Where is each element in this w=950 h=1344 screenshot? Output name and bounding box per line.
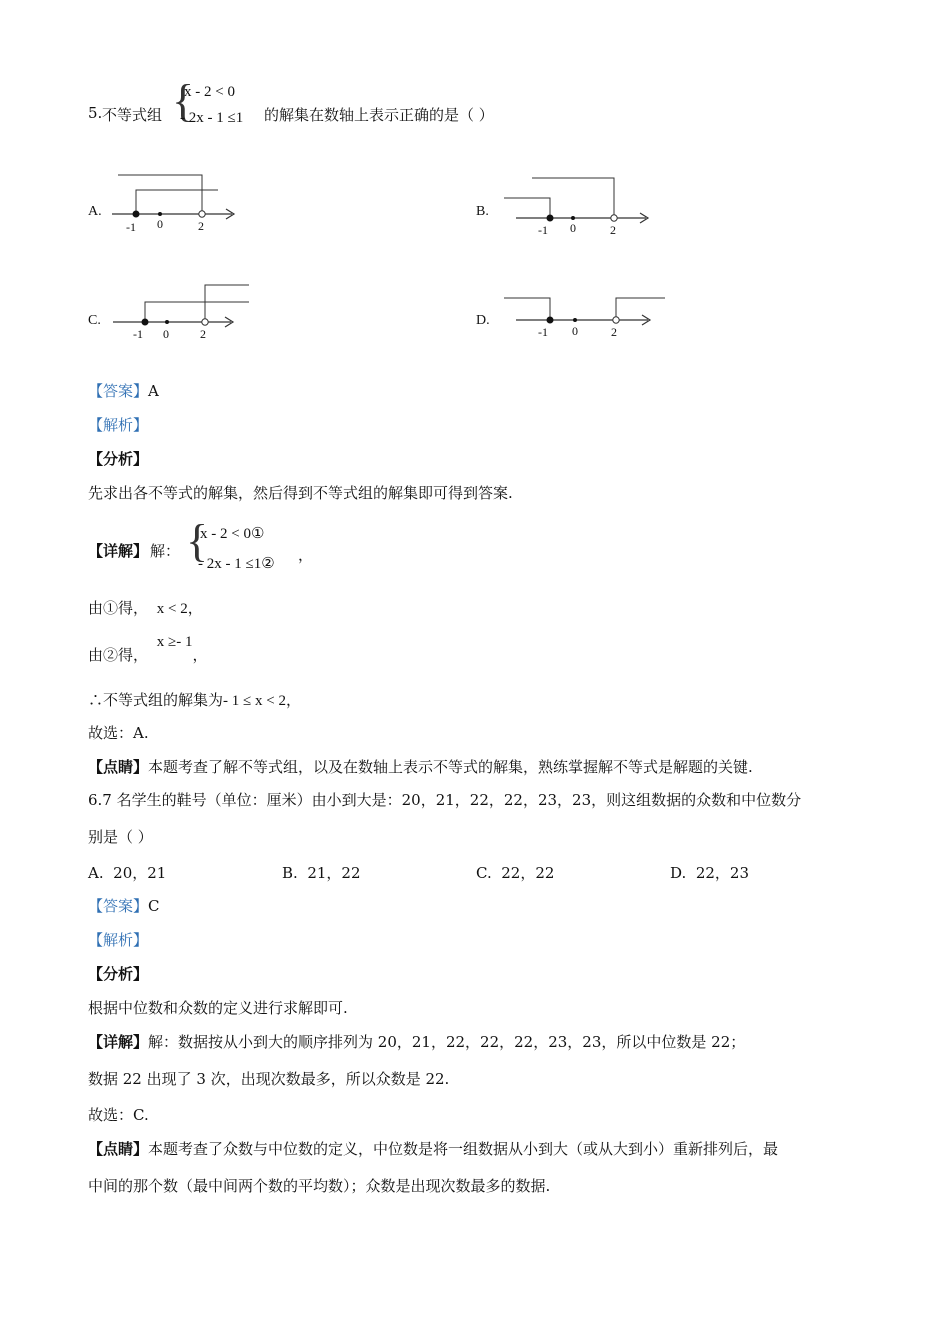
option-text: 22，22 <box>501 864 555 882</box>
q5-suffix: 的解集在数轴上表示正确的是（ ） <box>264 106 494 124</box>
q5-stem <box>88 75 888 140</box>
q6-stem-line1: 6.7 名学生的鞋号（单位：厘米）由小到大是：20，21，22，22，23，23，则这组数据的众数和中位数分 <box>88 791 802 809</box>
q5-choose: 故选：A. <box>88 724 149 742</box>
q6-option-a[interactable] <box>88 862 166 883</box>
q6-detail-line2: 数据 22 出现了 3 次，出现次数最多，所以众数是 22. <box>88 1070 450 1088</box>
q5-answer <box>88 380 159 402</box>
tick-label: 0 <box>570 221 576 235</box>
detail-intro: 解： <box>150 542 181 560</box>
q5-option-c-label[interactable]: C. <box>88 313 101 328</box>
brace-symbol: { <box>172 75 195 126</box>
brace-symbol: { <box>186 515 209 566</box>
step2-math: x ≥- 1 <box>156 634 193 650</box>
tick-label: 0 <box>572 324 578 338</box>
tick-label: -1 <box>133 327 143 341</box>
q5-system-line2: - 2x - 1 ≤1 <box>180 110 244 126</box>
detail-comma: ， <box>298 546 314 564</box>
answer-tag: 【答案】 <box>88 382 149 400</box>
q6-option-d[interactable] <box>670 862 749 883</box>
detail-tag: 【详解】 <box>88 542 149 560</box>
step2-prefix: 由②得， <box>88 646 149 664</box>
comment-tag: 【点睛】 <box>88 1140 149 1158</box>
q6-choose: 故选：C. <box>88 1106 149 1124</box>
step1-suffix: ， <box>187 599 203 617</box>
answer-value: C <box>148 897 160 915</box>
q5-option-b-numberline[interactable] <box>500 170 660 240</box>
step3-math: - 1 ≤ x < 2 <box>223 693 286 709</box>
answer-tag: 【答案】 <box>88 897 149 915</box>
comment-text: 本题考查了众数与中位数的定义，中位数是将一组数据从小到大（或从大到小）重新排列后，最 <box>148 1140 779 1158</box>
detail-system-line1: x - 2 < 0① <box>200 526 265 542</box>
answer-value: A <box>148 382 159 400</box>
q6-answer <box>88 895 160 917</box>
q5-step3 <box>88 689 301 712</box>
q6-option-c[interactable] <box>476 862 554 883</box>
q5-option-a-numberline[interactable] <box>100 168 250 238</box>
q5-fenxi-tag: 【分析】 <box>88 450 149 468</box>
q5-step1 <box>88 597 203 620</box>
step1-math: x < 2 <box>156 601 188 617</box>
q5-comment <box>88 756 753 778</box>
tick-label: -1 <box>538 223 548 237</box>
tick-label: -1 <box>126 220 136 234</box>
q5-option-d-numberline[interactable] <box>500 286 670 346</box>
option-label: D. <box>670 864 687 882</box>
option-text: 21，22 <box>307 864 361 882</box>
step1-prefix: 由①得， <box>88 599 149 617</box>
q5-system-line1: x - 2 < 0 <box>184 84 235 100</box>
q5-detail <box>88 515 488 580</box>
q6-comment-line1 <box>88 1138 778 1160</box>
option-text: 22，23 <box>695 864 749 882</box>
tick-label: 2 <box>611 325 617 339</box>
detail-text: 解：数据按从小到大的顺序排列为 20，21，22，22，22，23，23，所以中位数是 22； <box>148 1033 746 1051</box>
q5-option-a-label[interactable]: A. <box>88 204 102 219</box>
q5-option-d-label[interactable]: D. <box>476 313 490 328</box>
q5-option-c-numberline[interactable] <box>105 278 255 346</box>
comment-tag: 【点睛】 <box>88 758 149 776</box>
detail-tag: 【详解】 <box>88 1033 149 1051</box>
tick-label: 2 <box>200 327 206 341</box>
tick-label: -1 <box>538 325 548 339</box>
q6-option-b[interactable] <box>282 862 361 883</box>
option-text: 20，21 <box>113 864 167 882</box>
tick-label: 0 <box>157 217 163 231</box>
step3-prefix: ∴不等式组的解集为 <box>88 691 224 709</box>
q6-stem-line2: 别是（ ） <box>88 828 153 846</box>
q6-detail <box>88 1031 745 1053</box>
tick-label: 2 <box>610 223 616 237</box>
q6-comment-line2: 中间的那个数（最中间两个数的平均数）；众数是出现次数最多的数据. <box>88 1177 551 1195</box>
q5-number: 5. <box>88 104 103 122</box>
q5-step2 <box>88 630 208 664</box>
q5-option-b-label[interactable]: B. <box>476 204 489 219</box>
step3-suffix: ， <box>285 691 301 709</box>
q5-analysis-tag: 【解析】 <box>88 416 149 434</box>
q5-prefix: 不等式组 <box>102 106 163 124</box>
q6-fenxi-tag: 【分析】 <box>88 965 149 983</box>
q5-fenxi-text: 先求出各不等式的解集，然后得到不等式组的解集即可得到答案. <box>88 484 513 502</box>
tick-label: 0 <box>163 327 169 341</box>
step2-suffix: ， <box>192 646 208 664</box>
q6-fenxi-text: 根据中位数和众数的定义进行求解即可. <box>88 999 348 1017</box>
option-label: B. <box>282 864 298 882</box>
detail-system-line2: - 2x - 1 ≤1② <box>198 556 275 572</box>
tick-label: 2 <box>198 219 204 233</box>
q6-analysis-tag: 【解析】 <box>88 931 149 949</box>
option-label: A. <box>88 864 104 882</box>
option-label: C. <box>476 864 492 882</box>
comment-text: 本题考查了解不等式组，以及在数轴上表示不等式的解集，熟练掌握解不等式是解题的关键. <box>148 758 753 776</box>
